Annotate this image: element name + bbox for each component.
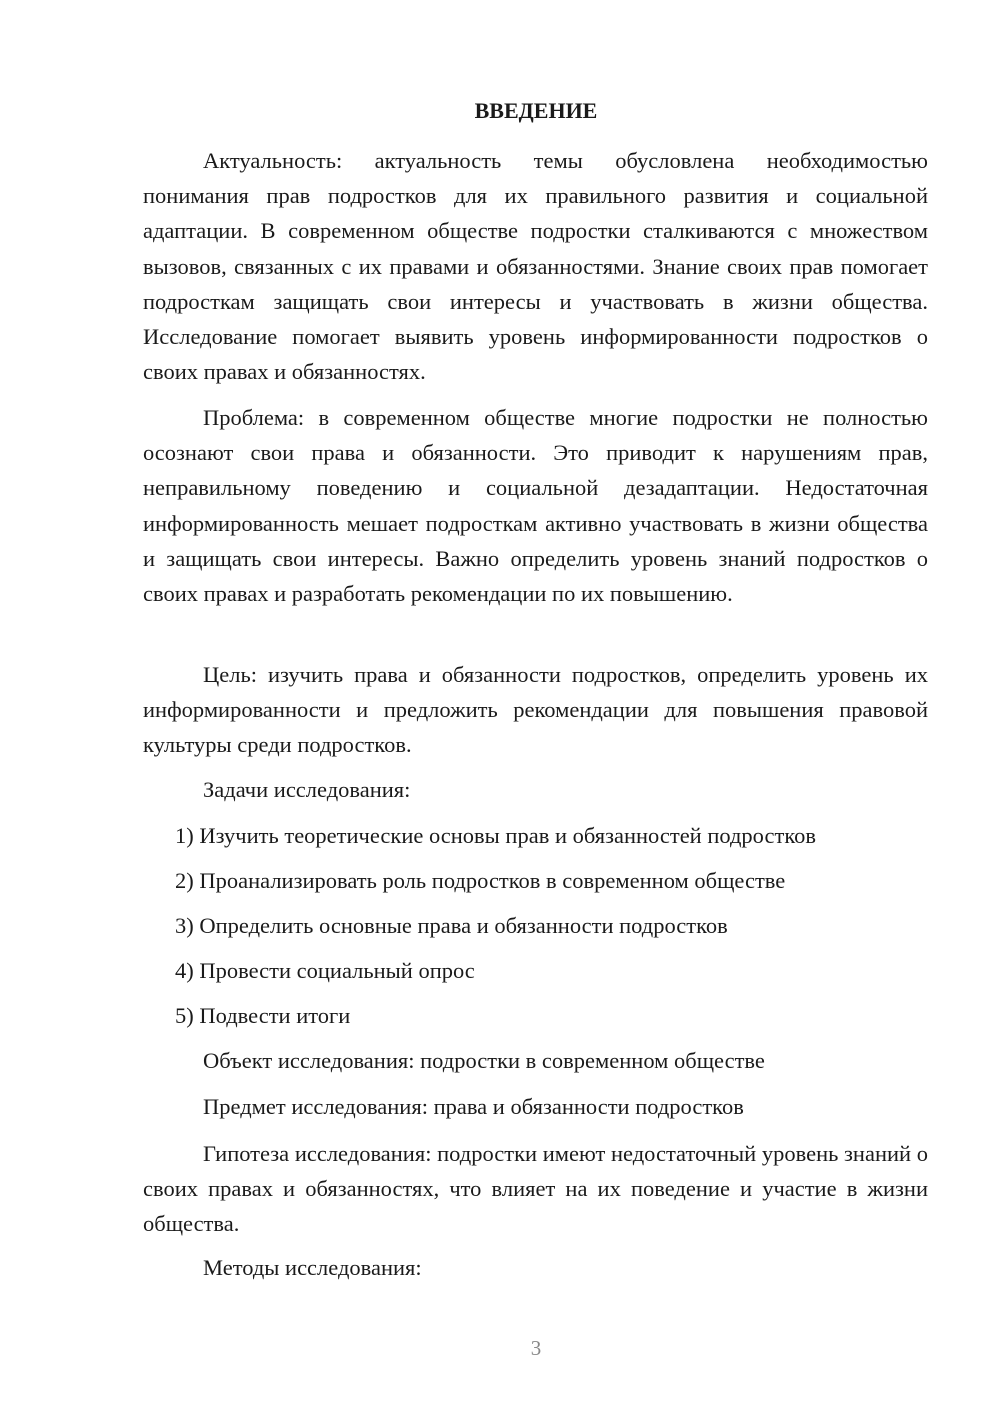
task-item-4: 4) Провести социальный опрос	[175, 958, 475, 983]
section-heading: ВВЕДЕНИЕ	[474, 98, 598, 123]
research-subject: Предмет исследования: права и обязанности подростков	[203, 1094, 744, 1119]
paragraph-hypothesis: Гипотеза исследования: подростки имеют недостаточный уровень знаний о своих правах и обязанностях, что влияет на их поведение и участие в жизни общества.	[143, 1141, 928, 1237]
page-number: 3	[530, 1336, 542, 1360]
task-item-1: 1) Изучить теоретические основы прав и обязанностей подростков	[175, 823, 816, 848]
paragraph-problem: Проблема: в современном обществе многие подростки не полностью осознают свои права и обязанности. Это приводит к нарушениям прав, неправильному поведению и социальной дезадаптации. Недостаточная информированность мешает подросткам активно участвовать в жизни общества и защищать свои интересы. Важно определить уровень знаний подростков о своих правах и разработать рекомендации по их повышению.	[143, 405, 928, 607]
task-item-2: 2) Проанализировать роль подростков в современном обществе	[175, 868, 786, 893]
methods-heading: Методы исследования:	[203, 1255, 422, 1280]
task-item-3: 3) Определить основные права и обязанности подростков	[175, 913, 728, 938]
paragraph-goal: Цель: изучить права и обязанности подростков, определить уровень их информированности и предложить рекомендации для повышения правовой культуры среди подростков.	[143, 662, 928, 758]
research-object: Объект исследования: подростки в современном обществе	[203, 1048, 765, 1073]
task-item-5: 5) Подвести итоги	[175, 1003, 351, 1028]
paragraph-relevance: Актуальность: актуальность темы обусловлена необходимостью понимания прав подростков для их правильного развития и социальной адаптации. В современном обществе подростки сталкиваются с множеством вызовов, связанных с их правами и обязанностями. Знание своих прав помогает подросткам защищать свои интересы и участвовать в жизни общества. Исследование помогает выявить уровень информированности подростков о своих правах и обязанностях.	[143, 148, 928, 385]
tasks-heading: Задачи исследования:	[203, 777, 411, 802]
